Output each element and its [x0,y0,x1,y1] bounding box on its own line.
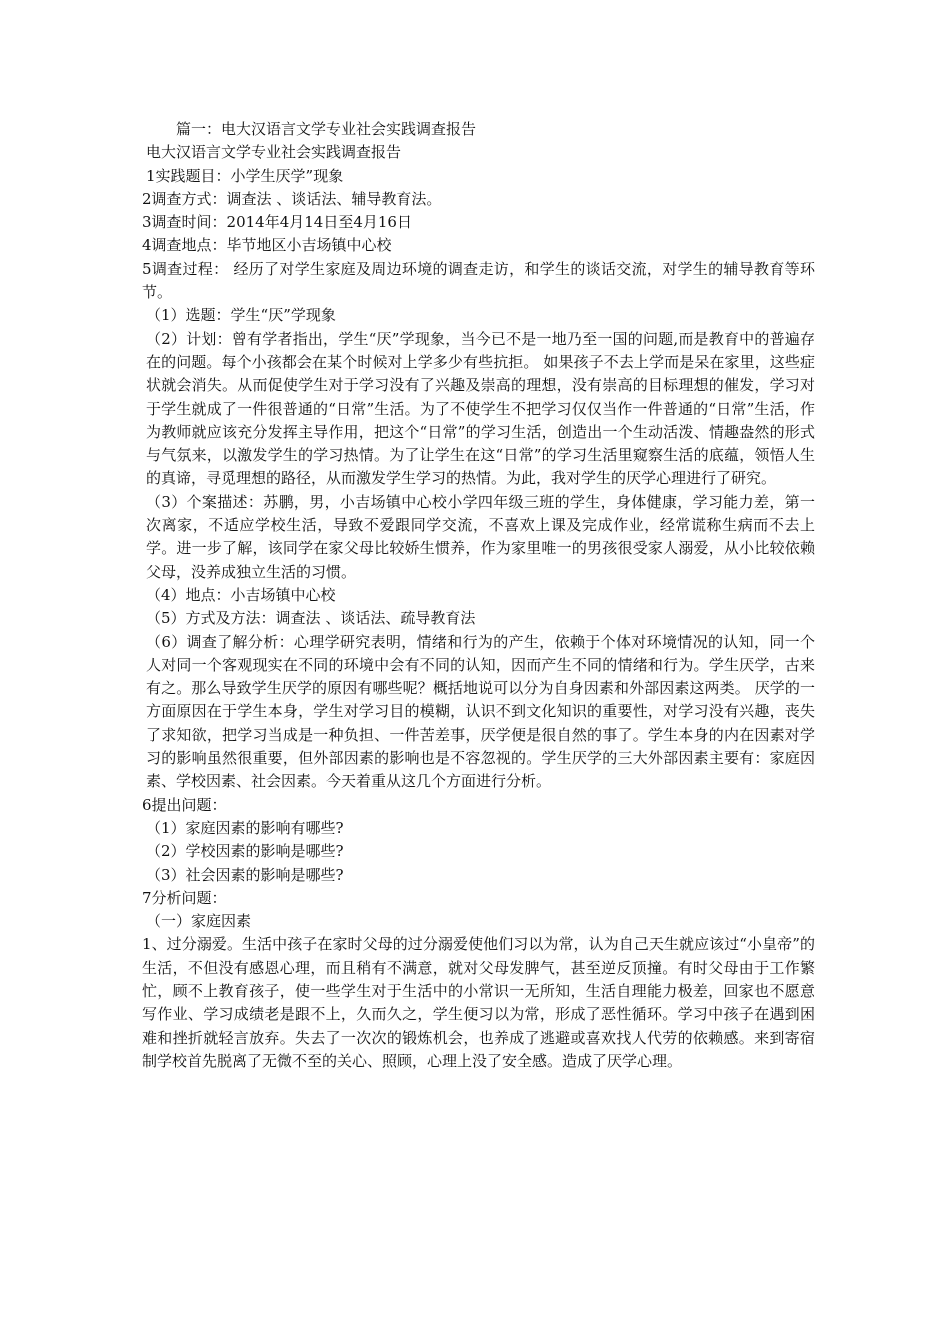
topic-selection: （1）选题：学生“厌”学现象 [146,306,336,325]
article-heading: 篇一：电大汉语言文学专业社会实践调查报告 [176,120,477,138]
case-description: （3）个案描述：苏鹏，男，小吉场镇中心校小学四年级三班的学生，身体健康，学习能力差，第一次离家，不适应学校生活，导致不爱跟同学交流，不喜欢上课及完成作业，经常谎称生病而不去上学。进一步了解，该同学在家父母比较娇生惯养，作为家里唯一的男孩很受家人溺爱，从小比较依赖父母，没养成独立生活的习惯。 [146,492,815,581]
survey-method: 2调查方式：调查法 、谈话法、辅导教育法。 [142,189,442,208]
report-title: 电大汉语言文学专业社会实践调查报告 [146,143,402,162]
location-item: （4）地点：小吉场镇中心校 [146,585,336,604]
overindulgence-paragraph: 1、过分溺爱。生活中孩子在家时父母的过分溺爱使他们习以为常，认为自己天生就应该过“小皇帝”的生活，不但没有感恩心理，而且稍有不满意，就对父母发脾气，甚至逆反顶撞。有时父母由于工作繁忙，顾不上教育孩子，使一些学生对于生活中的小常识一无所知，生活自理能力极差，回家也不愿意写作业、学习成绩老是跟不上，久而久之，学生便习以为常，形成了恶性循环。学习中孩子在遇到困难和挫折就轻言放弃。失去了一次次的锻炼机会，也养成了逃避或喜欢找人代劳的依赖感。来到寄宿制学校首先脱离了无微不至的关心、照顾，心理上没了安全感。造成了厌学心理。 [142,935,815,1070]
analysis-heading: 7分析问题： [142,888,227,907]
survey-process: 5调查过程： 经历了对学生家庭及周边环境的调查走访，和学生的谈话交流，对学生的辅导教育等环节。 [142,259,815,302]
survey-location: 4调查地点：毕节地区小吉场镇中心校 [142,236,392,255]
methods-item: （5）方式及方法：调查法 、谈话法、疏导教育法 [146,609,476,628]
question-item: （2）学校因素的影响是哪些? [146,842,344,861]
question-item: （3）社会因素的影响是哪些? [146,865,344,884]
family-factor-heading: （一）家庭因素 [146,912,252,931]
questions-heading: 6提出问题： [142,795,227,814]
practice-topic: 1实践题目：小学生厌学”现象 [146,166,344,185]
survey-time: 3调查时间：2014年4月14日至4月16日 [142,213,412,232]
analysis-paragraph: （6）调查了解分析：心理学研究表明，情绪和行为的产生，依赖于个体对环境情况的认知，同一个人对同一个客观现实在不同的环境中会有不同的认知，因而产生不同的情绪和行为。学生厌学，古来有之。那么导致学生厌学的原因有哪些呢？概括地说可以分为自身因素和外部因素这两类。 厌学的一方面原因在于学生本身，学生对学习目的模糊，认识不到文化知识的重要性，对学习没有兴趣，丧失了求知欲，把学习当成是一种负担、一件苦差事，厌学便是很自然的事了。学生本身的内在因素对学习的影响虽然很重要，但外部因素的影响也是不容忽视的。学生厌学的三大外部因素主要有：家庭因素、学校因素、社会因素。今天着重从这几个方面进行分析。 [146,632,815,791]
document-body [142,118,815,1073]
plan-paragraph: （2）计划：曾有学者指出，学生“厌”学现象，当今已不是一地乃至一国的问题,而是教育中的普遍存在的问题。每个小孩都会在某个时候对上学多少有些抗拒。 如果孩子不去上学而是呆在家里，这些症状就会消失。从而促使学生对于学习没有了兴趣及崇高的理想，没有崇高的目标理想的催发，学习对于学生就成了一件很普通的“日常”生活。为了不使学生不把学习仅仅当作一件普通的“日常”生活，作为教师就应该充分发挥主导作用，把这个“日常”的学习生活，创造出一个生动活泼、情趣盎然的形式与气氛来，以激发学生的学习热情。为了让学生在这“日常”的学习生活里窥察生活的底蕴，领悟人生的真谛，寻觅理想的路径，从而激发学生学习的热情。为此，我对学生的厌学心理进行了研究。 [146,329,815,488]
question-item: （1）家庭因素的影响有哪些? [146,818,344,837]
